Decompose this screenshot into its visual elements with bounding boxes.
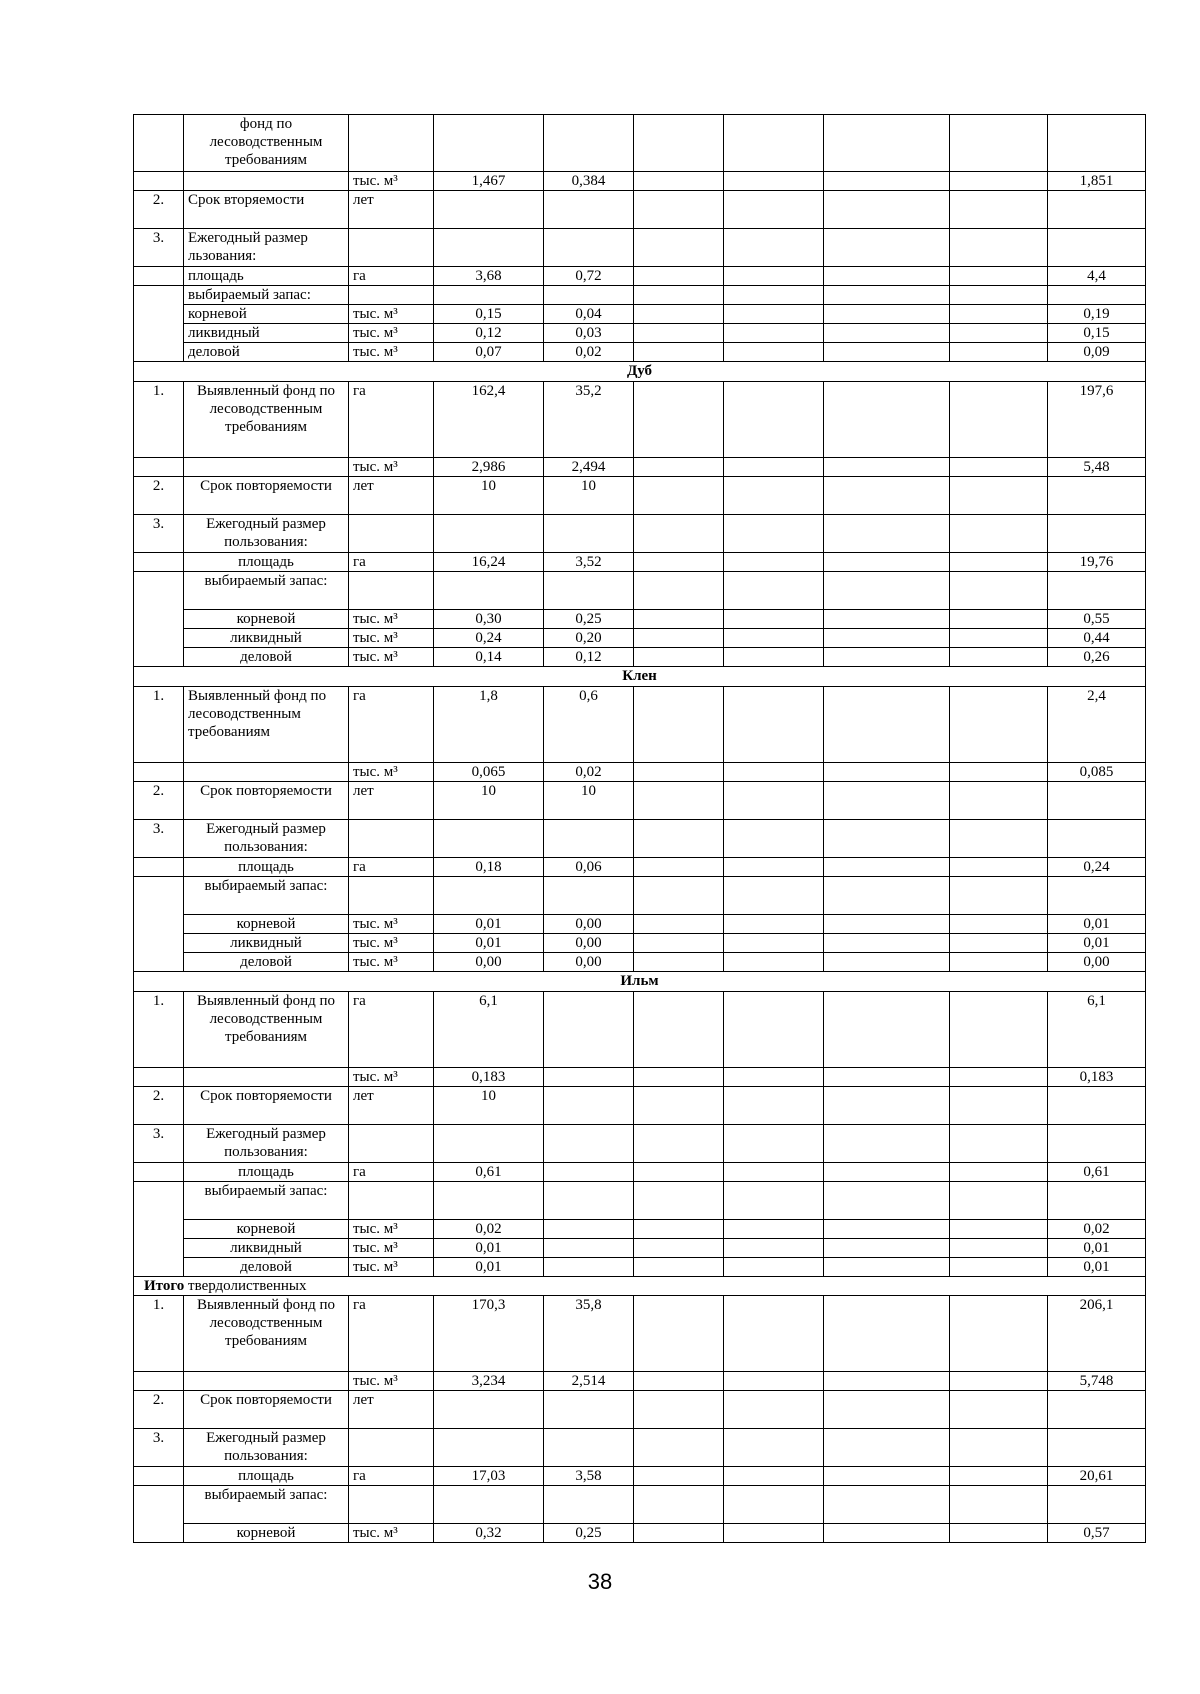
value-cell: 10 <box>544 782 634 820</box>
value-cell: 0,00 <box>544 934 634 953</box>
value-cell: 0,06 <box>544 858 634 877</box>
table-row <box>134 877 1146 915</box>
value-cell: 0,01 <box>434 934 544 953</box>
table-row <box>134 324 1146 343</box>
row-number: 1. <box>134 1296 184 1372</box>
row-label: Срок повторяемости <box>184 782 349 820</box>
total-cell: 0,44 <box>1048 629 1146 648</box>
section-title: Ильм <box>134 972 1146 992</box>
unit-cell: тыс. м³ <box>349 953 434 972</box>
value-cell: 0,01 <box>434 1258 544 1277</box>
value-cell: 2,514 <box>544 1372 634 1391</box>
value-cell: 17,03 <box>434 1467 544 1486</box>
table-row <box>134 1296 1146 1372</box>
row-number: 3. <box>134 820 184 858</box>
total-cell: 206,1 <box>1048 1296 1146 1372</box>
unit-cell: га <box>349 1296 434 1372</box>
value-cell: 0,00 <box>544 953 634 972</box>
table-row <box>134 382 1146 458</box>
value-cell: 0,25 <box>544 1524 634 1543</box>
table-row <box>134 687 1146 763</box>
table-row <box>134 115 1146 172</box>
row-label: выбираемый запас: <box>184 286 349 305</box>
row-number: 3. <box>134 229 184 267</box>
section-header-elm <box>134 972 1146 992</box>
row-label: фонд по лесоводственным требованиям <box>184 115 349 172</box>
row-label: Ежегодный размер пользования: <box>184 820 349 858</box>
value-cell: 0,18 <box>434 858 544 877</box>
value-cell: 3,52 <box>544 553 634 572</box>
table-row <box>134 172 1146 191</box>
row-label: площадь <box>184 1467 349 1486</box>
value-cell: 0,02 <box>434 1220 544 1239</box>
total-cell: 5,748 <box>1048 1372 1146 1391</box>
table-row <box>134 1068 1146 1087</box>
table-row <box>134 191 1146 229</box>
value-cell: 0,07 <box>434 343 544 362</box>
table-row <box>134 1163 1146 1182</box>
value-cell: 0,00 <box>434 953 544 972</box>
row-label: Выявленный фонд по лесоводственным требованиям <box>184 992 349 1068</box>
total-cell: 20,61 <box>1048 1467 1146 1486</box>
value-cell: 0,72 <box>544 267 634 286</box>
table-row <box>134 629 1146 648</box>
row-number: 3. <box>134 515 184 553</box>
value-cell: 0,25 <box>544 610 634 629</box>
table-row <box>134 1429 1146 1467</box>
row-label: Выявленный фонд по лесоводственным требованиям <box>184 382 349 458</box>
total-cell: 4,4 <box>1048 267 1146 286</box>
unit-cell: га <box>349 553 434 572</box>
table-row <box>134 286 1146 305</box>
value-cell: 35,2 <box>544 382 634 458</box>
row-label: Срок повторяемости <box>184 1087 349 1125</box>
value-cell: 0,20 <box>544 629 634 648</box>
table-row <box>134 1125 1146 1163</box>
table-row <box>134 782 1146 820</box>
forest-use-table <box>133 114 1146 1543</box>
row-label: выбираемый запас: <box>184 572 349 610</box>
table-row <box>134 305 1146 324</box>
value-cell: 0,04 <box>544 305 634 324</box>
section-header-oak <box>134 362 1146 382</box>
unit-cell: тыс. м³ <box>349 1372 434 1391</box>
table-row <box>134 915 1146 934</box>
row-number: 2. <box>134 191 184 229</box>
row-number: 3. <box>134 1429 184 1467</box>
value-cell: 2,986 <box>434 458 544 477</box>
total-cell: 6,1 <box>1048 992 1146 1068</box>
table-row <box>134 1087 1146 1125</box>
value-cell: 0,12 <box>544 648 634 667</box>
section-header-total <box>134 1277 1146 1296</box>
table-row <box>134 1391 1146 1429</box>
value-cell: 0,183 <box>434 1068 544 1087</box>
unit-cell: тыс. м³ <box>349 763 434 782</box>
row-label: деловой <box>184 343 349 362</box>
row-label: корневой <box>184 305 349 324</box>
unit-cell: тыс. м³ <box>349 305 434 324</box>
total-cell: 0,57 <box>1048 1524 1146 1543</box>
total-cell: 5,48 <box>1048 458 1146 477</box>
row-number: 2. <box>134 1391 184 1429</box>
unit-cell: тыс. м³ <box>349 1239 434 1258</box>
table-row <box>134 1239 1146 1258</box>
value-cell: 3,68 <box>434 267 544 286</box>
table-row <box>134 343 1146 362</box>
row-label: Ежегодный размер пользования: <box>184 1125 349 1163</box>
value-cell: 0,00 <box>544 915 634 934</box>
row-label: Срок повторяемости <box>184 477 349 515</box>
row-label: Ежегодный размер льзования: <box>184 229 349 267</box>
row-label: корневой <box>184 1220 349 1239</box>
value-cell: 170,3 <box>434 1296 544 1372</box>
total-cell: 0,09 <box>1048 343 1146 362</box>
unit-cell: га <box>349 687 434 763</box>
row-label: ликвидный <box>184 324 349 343</box>
table-row <box>134 1220 1146 1239</box>
value-cell: 0,24 <box>434 629 544 648</box>
unit-cell: лет <box>349 477 434 515</box>
row-number: 2. <box>134 1087 184 1125</box>
table-row <box>134 820 1146 858</box>
total-cell: 0,183 <box>1048 1068 1146 1087</box>
row-label: корневой <box>184 915 349 934</box>
total-rest-words: твердолиственных <box>184 1278 307 1294</box>
value-cell: 0,384 <box>544 172 634 191</box>
row-label: деловой <box>184 1258 349 1277</box>
total-bold-word: Итого <box>144 1278 185 1294</box>
table-row <box>134 934 1146 953</box>
table-row <box>134 763 1146 782</box>
table-row <box>134 1486 1146 1524</box>
table-row <box>134 572 1146 610</box>
unit-cell: га <box>349 858 434 877</box>
total-cell: 2,4 <box>1048 687 1146 763</box>
row-label: ликвидный <box>184 934 349 953</box>
unit-cell: тыс. м³ <box>349 172 434 191</box>
value-cell: 1,467 <box>434 172 544 191</box>
row-label: площадь <box>184 267 349 286</box>
unit-cell: тыс. м³ <box>349 1068 434 1087</box>
table-row <box>134 515 1146 553</box>
unit-cell: тыс. м³ <box>349 324 434 343</box>
value-cell: 10 <box>434 1087 544 1125</box>
row-label: Ежегодный размер пользования: <box>184 1429 349 1467</box>
table-row <box>134 1524 1146 1543</box>
value-cell: 0,12 <box>434 324 544 343</box>
unit-cell: га <box>349 1467 434 1486</box>
table-row <box>134 992 1146 1068</box>
value-cell: 0,01 <box>434 1239 544 1258</box>
total-cell: 1,851 <box>1048 172 1146 191</box>
unit-cell: тыс. м³ <box>349 915 434 934</box>
value-cell: 0,32 <box>434 1524 544 1543</box>
unit-cell: лет <box>349 191 434 229</box>
total-cell: 0,01 <box>1048 1239 1146 1258</box>
unit-cell: га <box>349 382 434 458</box>
value-cell: 0,01 <box>434 915 544 934</box>
total-cell: 0,24 <box>1048 858 1146 877</box>
unit-cell: тыс. м³ <box>349 610 434 629</box>
unit-cell: тыс. м³ <box>349 1524 434 1543</box>
row-label: ликвидный <box>184 1239 349 1258</box>
row-number: 2. <box>134 477 184 515</box>
row-label: выбираемый запас: <box>184 1486 349 1524</box>
value-cell: 1,8 <box>434 687 544 763</box>
value-cell: 16,24 <box>434 553 544 572</box>
row-label: Выявленный фонд по лесоводственным требованиям <box>184 687 349 763</box>
page-number: 38 <box>587 1569 613 1594</box>
total-cell: 0,01 <box>1048 915 1146 934</box>
value-cell: 0,30 <box>434 610 544 629</box>
row-number: 2. <box>134 782 184 820</box>
table-row <box>134 229 1146 267</box>
table-row <box>134 267 1146 286</box>
row-label: Ежегодный размер пользования: <box>184 515 349 553</box>
total-cell: 0,26 <box>1048 648 1146 667</box>
value-cell: 10 <box>544 477 634 515</box>
table-row <box>134 858 1146 877</box>
row-number: 1. <box>134 687 184 763</box>
total-cell: 0,15 <box>1048 324 1146 343</box>
total-cell: 0,01 <box>1048 1258 1146 1277</box>
section-title: Дуб <box>134 362 1146 382</box>
total-cell: 0,01 <box>1048 934 1146 953</box>
value-cell: 0,02 <box>544 763 634 782</box>
table-row <box>134 648 1146 667</box>
row-label: ликвидный <box>184 629 349 648</box>
unit-cell: га <box>349 992 434 1068</box>
row-number: 1. <box>134 992 184 1068</box>
table-row <box>134 1258 1146 1277</box>
unit-cell: тыс. м³ <box>349 1258 434 1277</box>
value-cell: 0,14 <box>434 648 544 667</box>
total-cell: 0,55 <box>1048 610 1146 629</box>
row-label: площадь <box>184 553 349 572</box>
table-row <box>134 553 1146 572</box>
section-title <box>134 1277 1146 1296</box>
table-row <box>134 1372 1146 1391</box>
row-label: площадь <box>184 1163 349 1182</box>
total-cell: 0,085 <box>1048 763 1146 782</box>
row-label: деловой <box>184 648 349 667</box>
total-cell: 19,76 <box>1048 553 1146 572</box>
row-label: площадь <box>184 858 349 877</box>
value-cell: 0,03 <box>544 324 634 343</box>
value-cell: 35,8 <box>544 1296 634 1372</box>
unit-cell: тыс. м³ <box>349 458 434 477</box>
unit-cell: лет <box>349 782 434 820</box>
section-header-maple <box>134 667 1146 687</box>
row-label: выбираемый запас: <box>184 1182 349 1220</box>
value-cell: 0,61 <box>434 1163 544 1182</box>
unit-cell: тыс. м³ <box>349 648 434 667</box>
unit-cell: тыс. м³ <box>349 629 434 648</box>
row-label: корневой <box>184 1524 349 1543</box>
row-label: Срок вторяемости <box>184 191 349 229</box>
unit-cell: тыс. м³ <box>349 343 434 362</box>
value-cell: 10 <box>434 782 544 820</box>
total-cell: 0,02 <box>1048 1220 1146 1239</box>
table-row <box>134 610 1146 629</box>
row-label: Срок повторяемости <box>184 1391 349 1429</box>
unit-cell: тыс. м³ <box>349 1220 434 1239</box>
value-cell: 3,58 <box>544 1467 634 1486</box>
value-cell: 6,1 <box>434 992 544 1068</box>
table-row <box>134 458 1146 477</box>
value-cell: 10 <box>434 477 544 515</box>
table-row <box>134 1467 1146 1486</box>
unit-cell: га <box>349 267 434 286</box>
total-cell: 0,00 <box>1048 953 1146 972</box>
value-cell: 0,6 <box>544 687 634 763</box>
row-label: выбираемый запас: <box>184 877 349 915</box>
value-cell: 2,494 <box>544 458 634 477</box>
value-cell: 0,15 <box>434 305 544 324</box>
row-label: корневой <box>184 610 349 629</box>
total-cell: 197,6 <box>1048 382 1146 458</box>
unit-cell: га <box>349 1163 434 1182</box>
table-row <box>134 953 1146 972</box>
row-number: 1. <box>134 382 184 458</box>
value-cell: 3,234 <box>434 1372 544 1391</box>
table-row <box>134 1182 1146 1220</box>
total-cell: 0,61 <box>1048 1163 1146 1182</box>
row-number: 3. <box>134 1125 184 1163</box>
value-cell: 0,02 <box>544 343 634 362</box>
value-cell: 162,4 <box>434 382 544 458</box>
unit-cell: лет <box>349 1087 434 1125</box>
unit-cell: тыс. м³ <box>349 934 434 953</box>
total-cell: 0,19 <box>1048 305 1146 324</box>
table-row <box>134 477 1146 515</box>
row-label: деловой <box>184 953 349 972</box>
section-title: Клен <box>134 667 1146 687</box>
row-label: Выявленный фонд по лесоводственным требованиям <box>184 1296 349 1372</box>
value-cell: 0,065 <box>434 763 544 782</box>
unit-cell: лет <box>349 1391 434 1429</box>
